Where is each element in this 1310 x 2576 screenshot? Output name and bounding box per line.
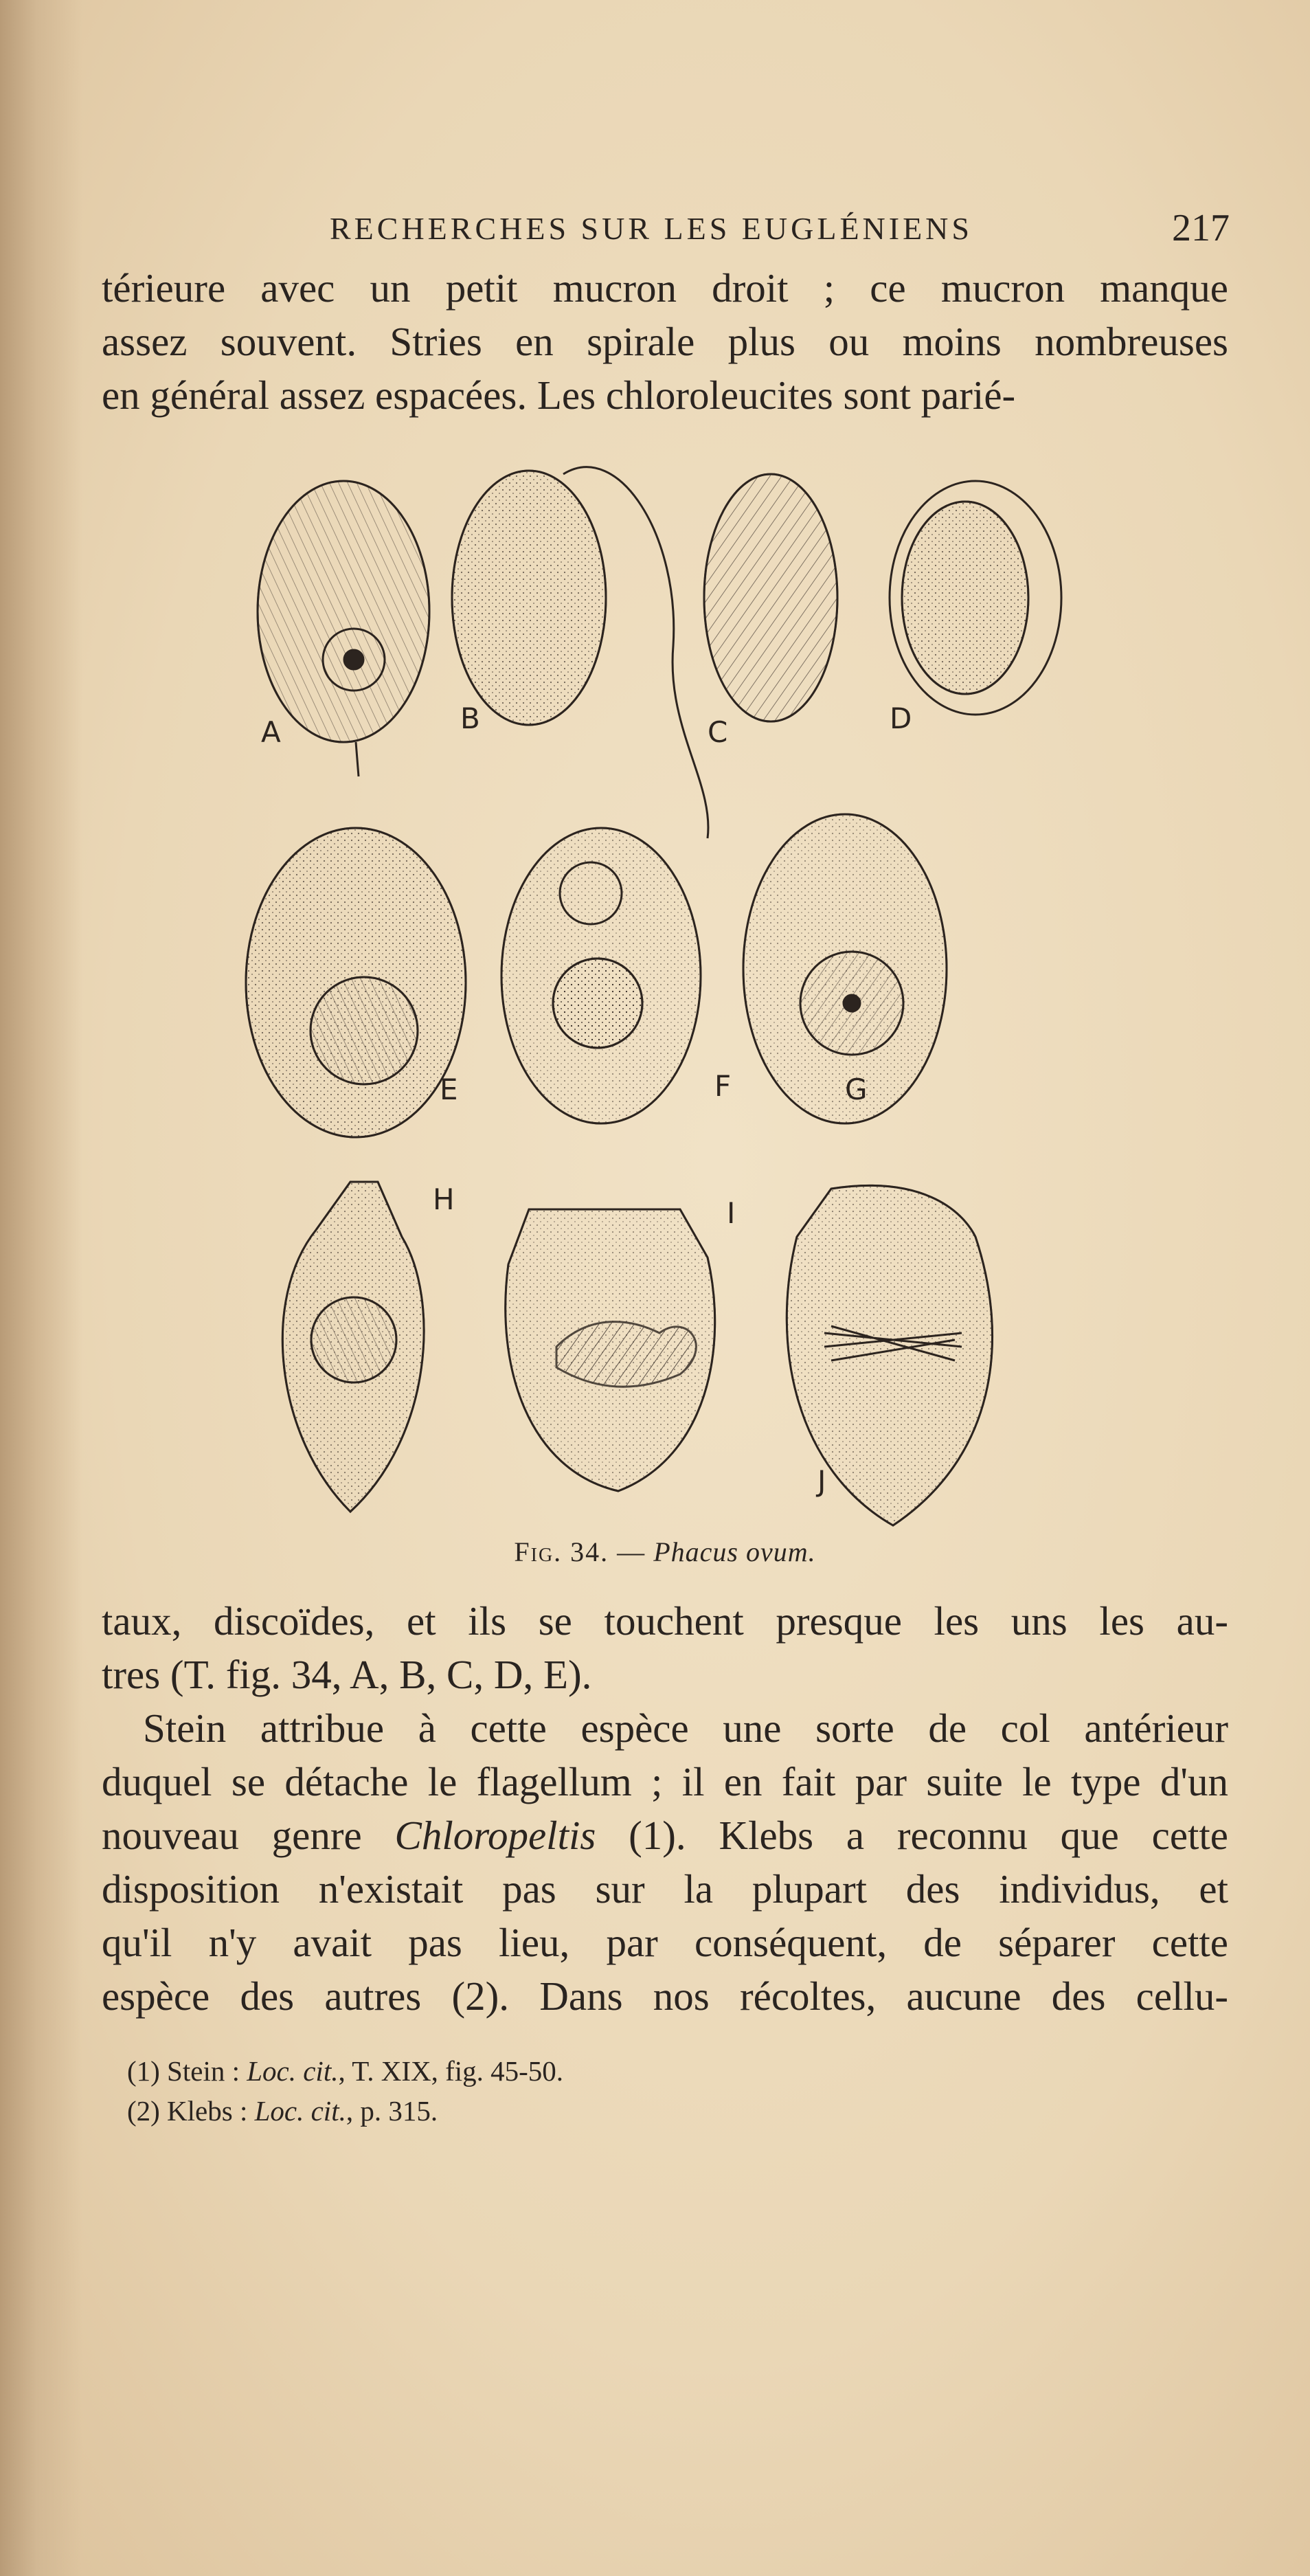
engraving-illustration: [234, 453, 1085, 1539]
panel-label-b: B: [460, 702, 480, 735]
page-gutter-shadow: [0, 0, 82, 2576]
body-line: qu'il n'y avait pas lieu, par conséquent, de séparer cette: [102, 1920, 1228, 1965]
footnote-1: [127, 2051, 1157, 2091]
footnote-ref: Loc. cit.: [254, 2095, 346, 2127]
footnote-lead: (1) Stein :: [127, 2055, 247, 2087]
cell-f: [501, 828, 701, 1123]
running-head: RECHERCHES SUR LES EUGLÉNIENS: [330, 211, 973, 246]
body-line: disposition n'existait pas sur la plupart des individus, et: [102, 1866, 1228, 1912]
footnotes: [127, 2051, 1157, 2131]
text-run: (1). Klebs a reconnu que cette: [596, 1813, 1228, 1858]
body-line: assez souvent. Stries en spirale plus ou moins nombreuses: [102, 319, 1228, 364]
cell-a: [258, 481, 429, 776]
body-line: térieure avec un petit mucron droit ; ce mucron manque: [102, 265, 1228, 311]
cell-i: [506, 1209, 715, 1491]
body-line: espèce des autres (2). Dans nos récoltes, aucune des cellu-: [102, 1973, 1228, 2019]
footnote-tail: , p. 315.: [346, 2095, 438, 2127]
body-line: Stein attribue à cette espèce une sorte de col antérieur: [143, 1705, 1228, 1751]
panel-label-g: G: [845, 1073, 868, 1106]
page-number: 217: [1172, 207, 1230, 249]
panel-label-f: F: [714, 1069, 732, 1103]
body-line: duquel se détache le flagellum ; il en fait par suite le type d'un: [102, 1759, 1228, 1804]
body-line: en général assez espacées. Les chloroleucites sont parié-: [102, 372, 1016, 418]
panel-label-c: C: [708, 715, 728, 749]
caption-figure-number: Fig. 34. —: [514, 1536, 646, 1567]
footnote-lead: (2) Klebs :: [127, 2095, 255, 2127]
caption-species: Phacus ovum.: [653, 1536, 816, 1567]
figure-phacus-ovum: [234, 453, 1085, 1539]
panel-label-d: D: [890, 702, 912, 735]
body-line: [102, 1808, 1228, 1862]
cell-e: [246, 828, 466, 1137]
page-header: [103, 206, 1230, 254]
cell-c: [704, 474, 837, 721]
body-line: tres (T. fig. 34, A, B, C, D, E).: [102, 1652, 592, 1697]
cell-d: [890, 481, 1061, 715]
panel-label-j: J: [817, 1464, 826, 1498]
panel-label-e: E: [440, 1073, 458, 1106]
body-line: taux, discoïdes, et ils se touchent presque les uns les au-: [102, 1598, 1228, 1644]
genus-name: Chloropeltis: [394, 1813, 596, 1858]
panel-label-i: I: [727, 1196, 736, 1230]
cell-h: [282, 1182, 424, 1512]
footnote-2: [127, 2091, 1157, 2131]
footnote-ref: Loc. cit.: [247, 2055, 339, 2087]
text-run: nouveau genre: [102, 1813, 395, 1858]
panel-label-h: H: [433, 1183, 455, 1216]
footnote-tail: , T. XIX, fig. 45-50.: [338, 2055, 564, 2087]
panel-label-a: A: [261, 715, 281, 749]
cell-b: [452, 467, 708, 838]
figure-caption: [102, 1536, 1228, 1568]
